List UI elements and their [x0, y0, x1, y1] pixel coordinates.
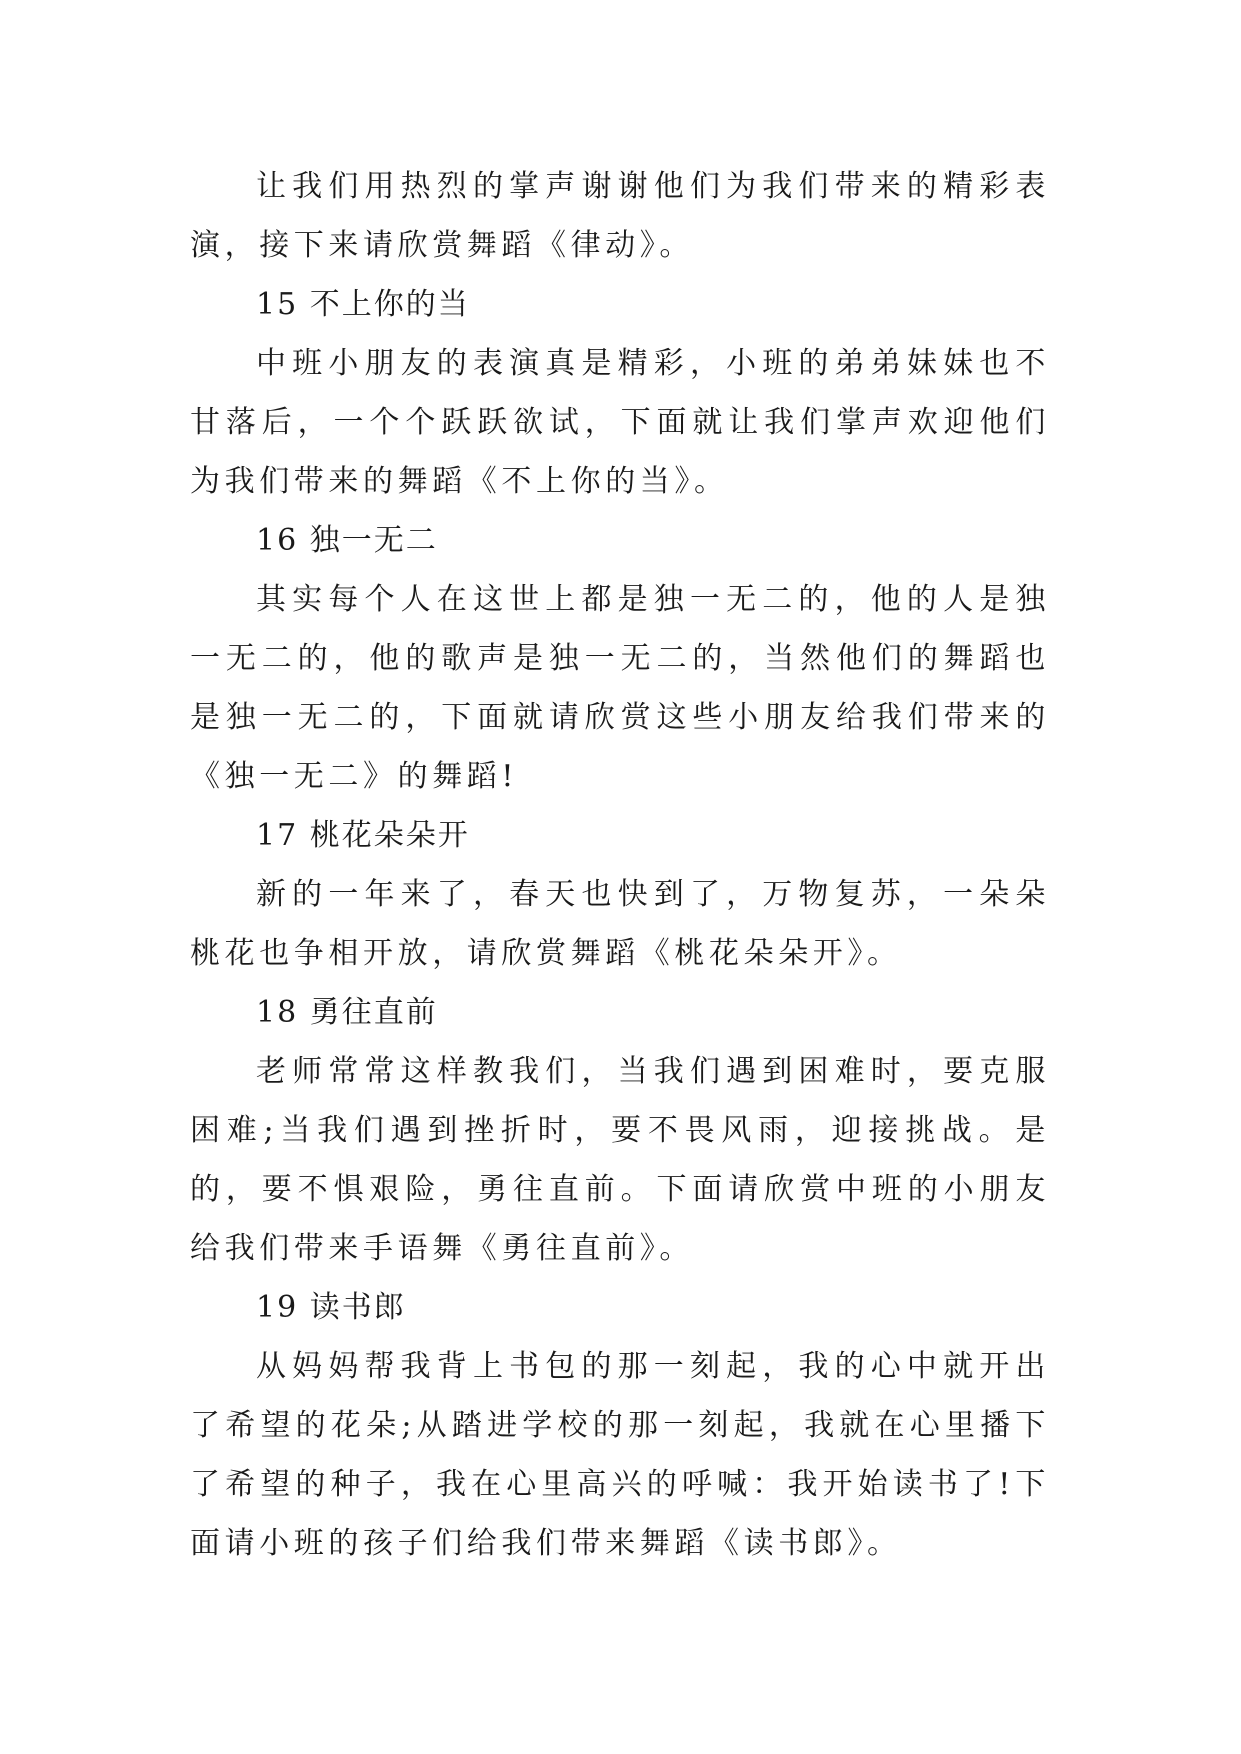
- document-page: [190, 157, 1050, 1573]
- program-heading: 18 勇往直前: [256, 995, 438, 1030]
- paragraph: 中班小朋友的表演真是精彩，小班的弟弟妹妹也不甘落后，一个个跃跃欲试，下面就让我们掌声欢迎他们为我们带来的舞蹈《不上你的当》。: [190, 346, 1050, 499]
- program-heading: 19 读书郎: [256, 1290, 406, 1325]
- program-heading: 17 桃花朵朵开: [256, 818, 470, 853]
- paragraph: 其实每个人在这世上都是独一无二的，他的人是独一无二的，他的歌声是独一无二的，当然他们的舞蹈也是独一无二的，下面就请欣赏这些小朋友给我们带来的《独一无二》的舞蹈!: [190, 582, 1050, 794]
- paragraph: 从妈妈帮我背上书包的那一刻起，我的心中就开出了希望的花朵;从踏进学校的那一刻起，我就在心里播下了希望的种子，我在心里高兴的呼喊：我开始读书了!下面请小班的孩子们给我们带来舞蹈《读书郎》。: [190, 1349, 1050, 1561]
- paragraph: 老师常常这样教我们，当我们遇到困难时，要克服困难;当我们遇到挫折时，要不畏风雨，迎接挑战。是的，要不惧艰险，勇往直前。下面请欣赏中班的小朋友给我们带来手语舞《勇往直前》。: [190, 1054, 1050, 1266]
- paragraph: 新的一年来了，春天也快到了，万物复苏，一朵朵桃花也争相开放，请欣赏舞蹈《桃花朵朵开》。: [190, 877, 1050, 971]
- program-heading: 15 不上你的当: [256, 287, 470, 322]
- paragraph: 让我们用热烈的掌声谢谢他们为我们带来的精彩表演，接下来请欣赏舞蹈《律动》。: [190, 169, 1050, 263]
- program-heading: 16 独一无二: [256, 523, 438, 558]
